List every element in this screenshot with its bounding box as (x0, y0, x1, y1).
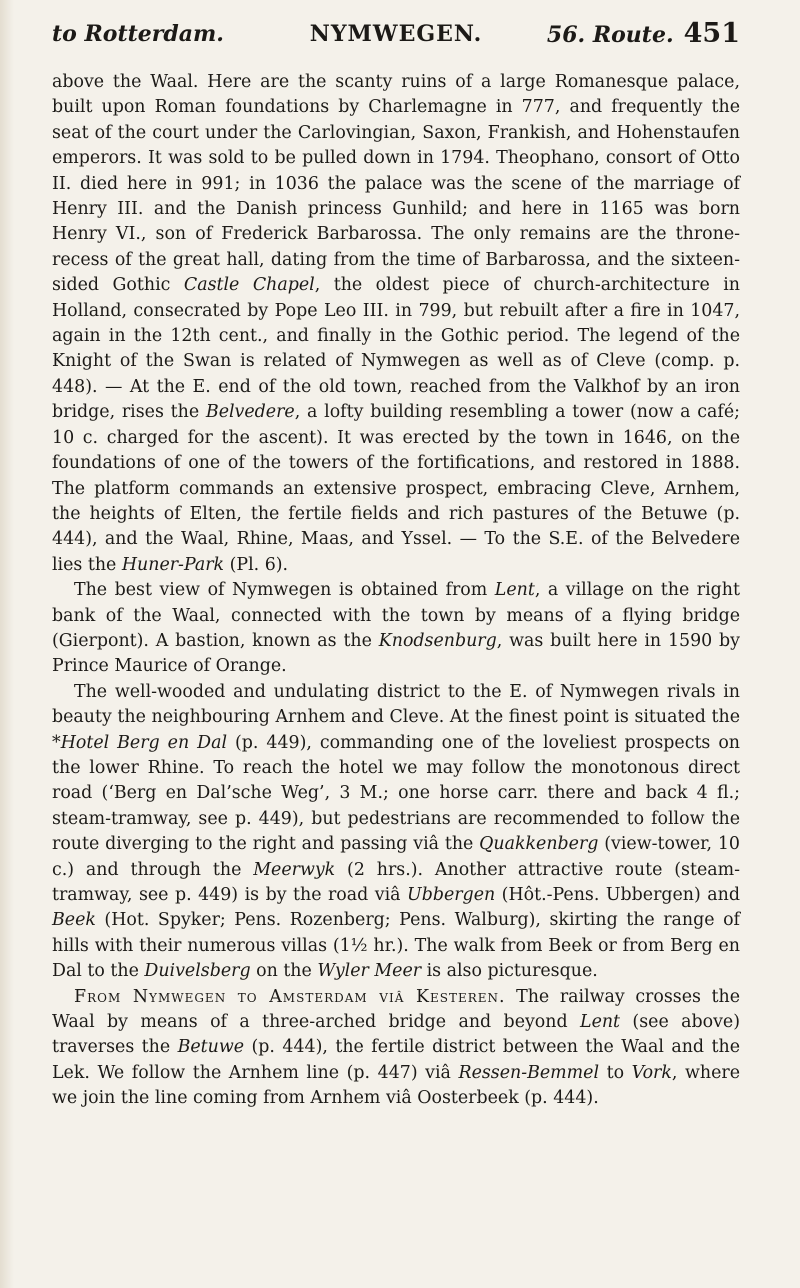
italic-term: Quakkenberg (479, 834, 599, 855)
section-heading: From Nymwegen to Amsterdam viâ Kesteren. (74, 986, 506, 1007)
text-segment: (see above) traverses the (52, 1012, 740, 1058)
italic-term: Castle Chapel (183, 275, 315, 296)
italic-term: Duivelsberg (144, 961, 251, 982)
italic-term: Belvedere (205, 402, 295, 423)
text-segment: (Hôt.-Pens. Ubbergen) and (495, 885, 740, 905)
running-head-right (547, 12, 740, 57)
body-text (52, 70, 740, 1112)
text-segment: , a village on the right bank of the Waal, connected with the town by means of a flying bridge (Gierpont). A bastion, known as the (52, 580, 740, 651)
italic-term: Ressen-Bemmel (458, 1062, 600, 1083)
running-head-title: NYMWEGEN. (309, 21, 483, 47)
text-segment: , the oldest piece of church-architecture in Holland, consecrated by Pope Leo III. in 799, but rebuilt after a fire in 1047, again in the 12th cent., and finally in the Gothic period. The legend of the Knight of the Swan is related of Nymwegen as well as of Cleve (comp. p. 448). — At the E. end of the old town, reached from the Valkhof by an iron bridge, rises the (52, 275, 740, 423)
text-segment: to (599, 1062, 632, 1083)
italic-term: Knodsenburg (378, 630, 497, 651)
italic-term: Vork (631, 1062, 672, 1083)
route-label: 56. Route. (546, 22, 674, 48)
text-segment: (p. 449), commanding one of the loveliest prospects on the lower Rhine. To reach the hotel we may follow the monotonous direct road (‘Berg en Dal’sche Weg’, 3 M.; one horse carr. there and back 4 fl.; steam-tramway, see p. 449), but pedestrians are recommended to follow the route diverging to the right and passing viâ the (52, 732, 741, 855)
text-segment: , a lofty building resembling a tower (now a café; 10 c. charged for the ascent). It was erected by the town in 1646, on the foundations of one of the towers of the fortifications, and restored in 1888. The platform commands an extensive prospect, embracing Cleve, Arnhem, the heights of Elten, the fertile fields and rich pastures of the Betuwe (p. 444), and the Waal, Rhine, Maas, and Yssel. — To the S.E. of the Belvedere lies the (52, 402, 740, 575)
italic-term: Beek (52, 910, 96, 931)
text-segment: The well-wooded and undulating district to the E. of Nymwegen rivals in beauty the neighbouring Arnhem and Cleve. At the finest point is situated the (52, 681, 740, 728)
text-segment: , was built here in 1590 by Prince Maurice of Orange. (52, 630, 740, 677)
text-segment: is also picturesque. (421, 961, 598, 982)
running-head (52, 12, 740, 56)
running-head-left: to Rotterdam. (52, 21, 224, 47)
text-segment: The railway crosses the Waal by means of a three-arched bridge and beyond (52, 986, 740, 1033)
text-segment: (p. 444), the fertile district between the Waal and the Lek. We follow the Arnhem line (p. 447) viâ (52, 1037, 740, 1083)
italic-term: *Hotel Berg en Dal (52, 732, 228, 753)
italic-term: Ubbergen (407, 885, 496, 905)
text-segment: The best view of Nymwegen is obtained from (74, 580, 495, 601)
italic-term: Huner-Park (121, 554, 225, 575)
text-segment: , where we join the line coming from Arnhem viâ Oosterbeek (p. 444). (52, 1062, 741, 1109)
text-segment: above the Waal. Here are the scanty ruins of a large Romanesque palace, built upon Roman foundations by Charlemagne in 777, and frequently the seat of the court under the Carlovingian, Saxon, Frankish, and Hohenstaufen emperors. It was sold to be pulled down in 1794. Theophano, consort of Otto II. died here in 991; in 1036 the palace was the scene of the marriage of Henry III. and the Danish princess Gunhild; and here in 1165 was born Henry VI., son of Frederick Barbarossa. The only remains are the throne-recess of the great hall, dating from the time of Barbarossa, and the sixteen-sided Gothic (52, 72, 740, 296)
text-segment: (view-tower, 10 c.) and through the (52, 834, 740, 880)
text-segment: (Pl. 6). (224, 554, 289, 575)
italic-term: Betuwe (177, 1037, 245, 1058)
text-segment: on the (250, 961, 318, 982)
italic-term: Meerwyk (253, 859, 336, 880)
paragraph (52, 70, 740, 578)
text-segment: (Hot. Spyker; Pens. Rozenberg; Pens. Walburg), skirting the range of hills with their numerous villas (1½ hr.). The walk from Beek or from Berg en Dal to the (52, 910, 740, 982)
section-paragraph (52, 985, 740, 1112)
paragraph (52, 680, 740, 985)
italic-term: Lent (494, 580, 535, 601)
italic-term: Wyler Meer (317, 961, 422, 982)
text-segment: (2 hrs.). Another attractive route (steam-tramway, see p. 449) is by the road viâ (52, 859, 740, 905)
page-number: 451 (683, 18, 740, 49)
italic-term: Lent (580, 1012, 621, 1033)
paragraph (52, 578, 740, 680)
